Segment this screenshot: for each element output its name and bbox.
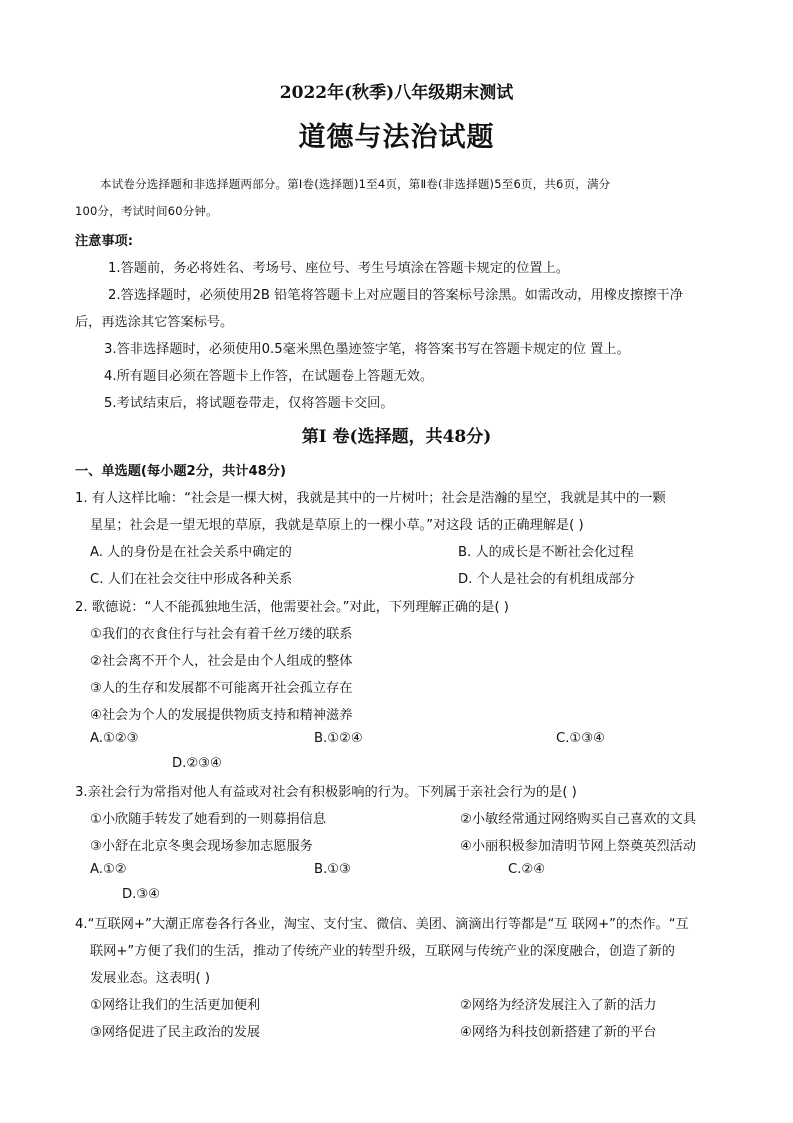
notes-item-5: 5.考试结束后，将试题卷带走，仅将答题卡交回。 [104, 396, 394, 411]
q4-statement-3: ③网络促进了民主政治的发展 [90, 1025, 261, 1040]
q2-option-c: C.①③④ [556, 731, 605, 746]
q4-statement-4: ④网络为科技创新搭建了新的平台 [460, 1025, 657, 1040]
q2-option-d: D.②③④ [172, 756, 222, 771]
q2-statement-2: ②社会离不开个人，社会是由个人组成的整体 [90, 654, 353, 669]
q1-stem-line-1: 1. 有人这样比喻：“社会是一棵大树，我就是其中的一片树叶；社会是浩瀚的星空，我就是其中的一颗 [75, 491, 666, 506]
q3-option-a: A.①② [90, 862, 127, 877]
notes-item-2-line-1: 2.答选择题时，必须使用2B 铅笔将答题卡上对应题目的答案标号涂黑。如需改动，用橡皮擦擦干净 [108, 288, 683, 303]
q1-option-d: D. 个人是社会的有机组成部分 [458, 572, 635, 587]
notes-item-3: 3.答非选择题时，必须使用0.5毫米黑色墨迹签字笔，将答案书写在答题卡规定的位 置上。 [104, 342, 630, 357]
q1-stem-line-2: 星星；社会是一望无垠的草原，我就是草原上的一棵小草。”对这段 话的正确理解是( ) [90, 518, 584, 533]
exam-title: 道德与法治试题 [298, 122, 495, 153]
q2-statement-1: ①我们的衣食住行与社会有着千丝万缕的联系 [90, 627, 353, 642]
q4-statement-1: ①网络让我们的生活更加便利 [90, 998, 261, 1013]
q3-statement-1: ①小欣随手转发了她看到的一则募捐信息 [90, 812, 327, 827]
q4-stem-line-3: 发展业态。这表明( ) [90, 971, 210, 986]
q3-option-c: C.②④ [508, 862, 546, 877]
notes-heading: 注意事项: [75, 234, 134, 249]
q3-option-d: D.③④ [122, 887, 160, 902]
q3-stem: 3.亲社会行为常指对他人有益或对社会有积极影响的行为。下列属于亲社会行为的是( ) [75, 785, 577, 800]
q4-statement-2: ②网络为经济发展注入了新的活力 [460, 998, 657, 1013]
q4-stem-line-1: 4.“互联网+”大潮正席卷各行各业，淘宝、支付宝、微信、美团、滴滴出行等都是“互 联网+”的杰作。“互 [75, 917, 689, 932]
q1-option-a: A. 人的身份是在社会关系中确定的 [90, 545, 292, 560]
section-title: 第I 卷(选择题，共48分) [301, 427, 492, 447]
q3-statement-2: ②小敏经常通过网络购买自己喜欢的文具 [460, 812, 697, 827]
q1-option-c: C. 人们在社会交往中形成各种关系 [90, 572, 293, 587]
notes-item-1: 1.答题前，务必将姓名、考场号、座位号、考生号填涂在答题卡规定的位置上。 [108, 261, 569, 276]
part-heading: 一、单选题(每小题2分，共计48分) [75, 464, 287, 479]
q2-stem: 2. 歌德说：“人不能孤独地生活，他需要社会。”对此，下列理解正确的是( ) [75, 600, 509, 615]
q3-option-b: B.①③ [314, 862, 351, 877]
q1-option-b: B. 人的成长是不断社会化过程 [458, 545, 634, 560]
intro-line-2: 100分，考试时间60分钟。 [75, 204, 218, 218]
q2-option-a: A.①②③ [90, 731, 139, 746]
q2-statement-3: ③人的生存和发展都不可能离开社会孤立存在 [90, 681, 353, 696]
notes-item-4: 4.所有题目必须在答题卡上作答，在试题卷上答题无效。 [104, 369, 434, 384]
q3-statement-4: ④小丽积极参加清明节网上祭奠英烈活动 [460, 839, 697, 854]
q2-statement-4: ④社会为个人的发展提供物质支持和精神滋养 [90, 708, 353, 723]
q3-statement-3: ③小舒在北京冬奥会现场参加志愿服务 [90, 839, 313, 854]
q2-option-b: B.①②④ [314, 731, 363, 746]
q4-stem-line-2: 联网+”方便了我们的生活，推动了传统产业的转型升级，互联网与传统产业的深度融合，创造了新的 [90, 944, 675, 959]
exam-subtitle: 2022年(秋季)八年级期末测试 [279, 83, 514, 103]
notes-item-2-line-2: 后，再选涂其它答案标号。 [75, 315, 234, 330]
intro-line-1: 本试卷分选择题和非选择题两部分。第I卷(选择题)1至4页，第Ⅱ卷(非选择题)5至6页，共6页，满分 [100, 177, 611, 191]
